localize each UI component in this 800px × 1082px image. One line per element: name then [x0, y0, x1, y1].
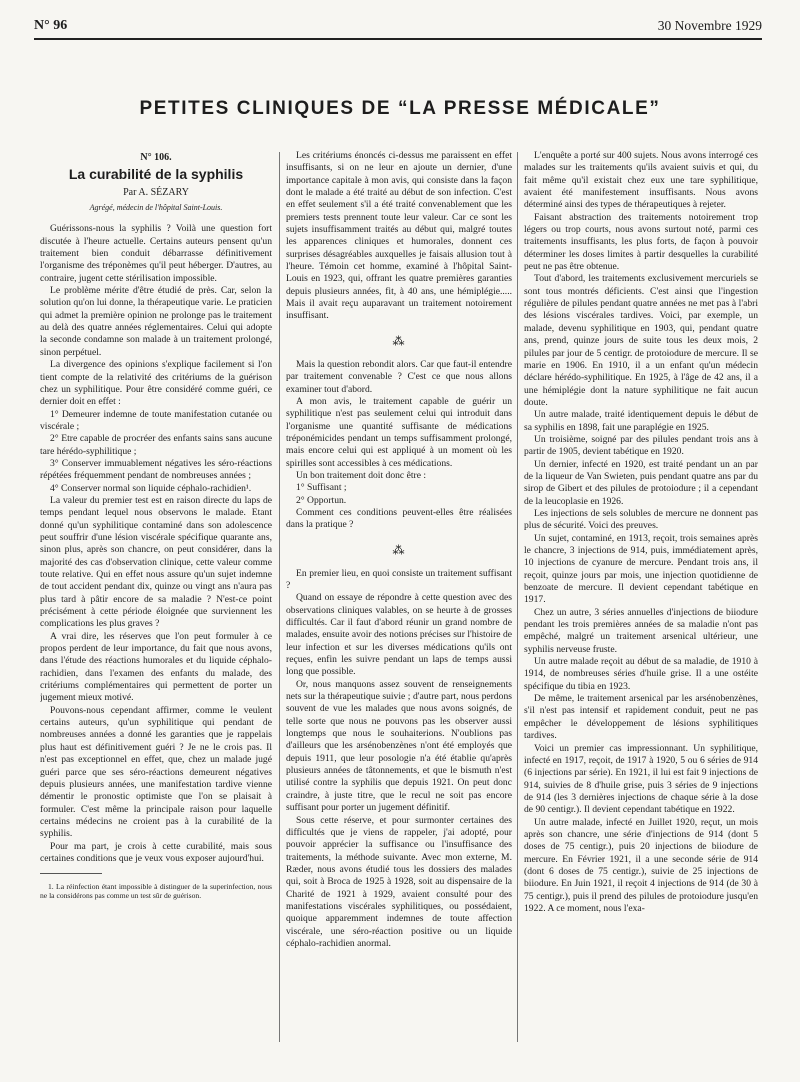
paragraph: L'enquête a porté sur 400 sujets. Nous avons interrogé ces malades sur les traitements qu'ils avaient suivis et qui, du fait même qu'il existait chez eux une tare syphilitique, avaient été manifestement insuffisants. Nous avons déterminé ainsi des types de thérapeutiques à rejeter.	[524, 150, 758, 211]
paragraph: Les injections de sels solubles de mercure ne donnent pas plus de sécurité. Voici des preuves.	[524, 507, 758, 532]
footnote: 1. La réinfection étant impossible à distinguer de la superinfection, nous ne la considérons pas comme un test sûr de guérison.	[40, 881, 272, 901]
paragraph: A vrai dire, les réserves que l'on peut formuler à ce propos perdent de leur importance, du fait que nous avons, dans l'étude des réactions humorales et du liquide céphalo-rachidien, dans l'examen des enfants du malade, des critériums complémentaires qui permettent de porter un jugement mieux motivé.	[40, 630, 272, 704]
paragraph: Guérissons-nous la syphilis ? Voilà une question fort discutée à l'heure actuelle. Certains auteurs pensent qu'un traitement bien conduit débarrasse définitivement l'organisme des tréponèmes qu'il peut héberger. D'autres, au contraire, jugent cette stérilisation impossible.	[40, 223, 272, 284]
paragraph: Un autre malade, traité identiquement depuis le début de sa syphilis en 1898, fait une paraplégie en 1925.	[524, 409, 758, 433]
list-item: 1° Suffisant ;	[296, 482, 347, 494]
column-3	[524, 150, 758, 1050]
issue-date: 30 Novembre 1929	[657, 18, 762, 33]
paragraph: A mon avis, le traitement capable de guérir un syphilitique n'est pas seulement celui qui introduit dans l'organisme une quantité suffisante de médications tréponémicides pendant un temps suffisamment prolongé, mais encore celui qui est appliqué à un moment où les spirilles sont accessibles à ces médications.	[286, 395, 512, 469]
footnote-rule	[40, 873, 102, 874]
paragraph: Pouvons-nous cependant affirmer, comme le veulent certains auteurs, qu'un syphilitique qui pendant de nombreuses années a donné les garanties que je rappelais plus haut est définitivement guéri ? Je ne le crois pas. Il n'est pas exceptionnel en effet, que, chez un malade jugé guéri parce que ses séro-réactions demeurent négatives depuis plusieurs années, une manifestation tardive vienne démentir le pronostic optimiste que l'on se plaisait à formuler. C'est même la principale raison pour laquelle certains médecins ne croient pas à la curabilité de la syphilis.	[40, 704, 272, 840]
column-2	[286, 150, 512, 1050]
list-item: 2° Etre capable de procréer des enfants sains sans aucune tare hérédo-syphilitique ;	[40, 433, 272, 457]
header-rule	[34, 38, 762, 40]
list-item: 3° Conserver immuablement négatives les séro-réactions répétées fréquemment pendant de nombreuses années ;	[40, 457, 272, 482]
paragraph: Un troisième, soigné par des pilules pendant trois ans à partir de 1905, devient tabétique en 1920.	[524, 433, 758, 458]
paragraph: Le problème mérite d'être étudié de près. Car, selon la solution qu'on lui donne, la thérapeutique varie. Le praticien qui admet la première opinion ne prolonge pas le traitement au delà des quatre années réglementaires. Celui qui adopte la seconde condamne son malade à un traitement prolongé, sinon perpétuel.	[40, 285, 272, 358]
paragraph: Un dernier, infecté en 1920, est traité pendant un an par de la liqueur de Van Swieten, puis pendant quatre ans par du sirop de Gibert et des pilules de protoiodure ; il a cependant de la leucoplasie en 1926.	[524, 458, 758, 507]
paragraph: La valeur du premier test est en raison directe du laps de temps pendant lequel nous observons le malade. Etant donné qu'un syphilitique contaminé dans son adolescence peut souffrir d'une lésion viscérale spécifique quarante ans, sinon plus, après son chancre, on peut considérer, dans la majorité des cas d'observation clinique, cette valeur comme toute relative. Qui en effet nous assure qu'un sujet indemne de tout accident pendant dix, quinze ou vingt ans n'aura pas plus tard à pâtir encore de sa maladie ? N'est-ce point précisément à cette période éloignée que surviennent les complications les plus graves ?	[40, 494, 272, 630]
paragraph: Un autre malade, infecté en Juillet 1920, reçut, un mois après son chancre, une série d'injections de 914 (dont 5 doses de 75 centigr.), puis 20 injections de biiodure de mercure. En Février 1921, il a une seconde série de 914 (dont 6 doses de 75 centigr.), suivie de 25 injections de biiodure. En Juin 1921, il reçoit 4 injections de 914 (de 30 à 75 centigr.), puis il prend des pilules de protoiodure jusqu'en 1922. A ce moment, nous l'exa-	[524, 816, 758, 914]
section-separator: ⁂	[392, 333, 406, 348]
paragraph: Quand on essaye de répondre à cette question avec des observations cliniques valables, on se heurte à de grosses difficultés. Car il faut d'abord réunir un grand nombre de malades, ensuite avoir des notions précises sur l'histoire de leur infection et sur les diverses médications qu'ils ont reçues, enfin les suivre pendant un laps de temps aussi long que possible.	[286, 592, 512, 678]
paragraph: Voici un premier cas impressionnant. Un syphilitique, infecté en 1917, reçoit, de 1917 à 1920, 5 ou 6 séries de 914 (6 injections par série). En 1921, il lui est fait 9 injections de 914, suivies de 8 d'huile grise, puis 3 séries de 9 injections de 914 (les 3 dernières injections de chaque série à la dose de 90 centigr.). Il devient cependant tabétique en 1922.	[524, 742, 758, 816]
column-divider	[279, 152, 280, 1042]
issue-number: N° 96	[34, 18, 68, 33]
paragraph: Sous cette réserve, et pour surmonter certaines des difficultés que je viens de rappeler, j'ai adopté, pour pouvoir apprécier la suffisance ou l'insuffisance des traitements, la méthode suivante. Avec mon externe, M. Ræder, nous avons étudié tous les dossiers des malades qui, soit à Broca de 1925 à 1928, soit au dispensaire de la Charité de 1921 à 1929, avaient consulté pour des manifestations viscérales syphilitiques, ou possédaient, quoique apparemment indemnes de toute affection viscérale, une séro-réaction positive ou un liquide céphalo-rachidien anormal.	[286, 814, 512, 949]
section-separator: ⁂	[392, 542, 406, 557]
paragraph: Mais la question rebondit alors. Car que faut-il entendre par traitement convenable ? C'est ce que nous allons examiner tout d'abord.	[286, 358, 512, 395]
article-number: N° 106.	[140, 152, 172, 163]
paragraph: Pour ma part, je crois à cette curabilité, mais sous certaines conditions que je veux vous exposer aujourd'hui.	[40, 840, 272, 864]
column-1	[40, 150, 272, 1050]
paragraph: Chez un autre, 3 séries annuelles d'injections de biiodure pendant les trois premières années de sa maladie n'ont pas empêché, malgré un traitement arsenical ultérieur, une syphilis nerveuse fruste.	[524, 606, 758, 655]
paragraph: En premier lieu, en quoi consiste un traitement suffisant ?	[286, 567, 512, 591]
list-item: 1° Demeurer indemne de toute manifestation cutanée ou viscérale ;	[40, 408, 272, 432]
paragraph: Faisant abstraction des traitements notoirement trop légers ou trop courts, nous avons surtout noté, parmi ces traitements insuffisants, les plus forts, de façon à pouvoir déterminer les doses limites à partir desquelles la curabilité peut ne pas être obtenue.	[524, 211, 758, 273]
paragraph: Or, nous manquons assez souvent de renseignements nets sur la thérapeutique suivie ; d'autre part, nous perdons souvent de vue les malades que nous avons soignés, de telle sorte que nous ne pouvons pas les observer aussi longtemps que nous le souhaiterions. N'oublions pas d'ailleurs que les arsénobenzènes n'ont été employés que depuis 1911, que leur posologie n'a été établie qu'après plusieurs années de tâtonnements, et que le bismuth n'est utilisé contre la syphilis que depuis 1921. On peut donc craindre, à juste titre, que le recul ne soit pas encore suffisant pour porter un jugement définitif.	[286, 678, 512, 814]
list-item: 2° Opportun.	[296, 494, 347, 506]
paragraph: De même, le traitement arsenical par les arsénobenzènes, s'il n'est pas intensif et rapidement conduit, peut ne pas empêcher le développement de lésions syphilitiques tardives.	[524, 693, 758, 742]
paragraph: Un sujet, contaminé, en 1913, reçoit, trois semaines après le chancre, 3 injections de 914, puis, immédiatement après, 10 injections de cyanure de mercure. Pendant trois ans, il reçoit, quinze jours par mois, une injection quotidienne de benzoate de mercure. Il devient cependant tabétique en 1917.	[524, 532, 758, 606]
page-header	[34, 18, 762, 40]
list-item: 4° Conserver normal son liquide céphalo-rachidien¹.	[50, 482, 252, 494]
article-title: La curabilité de la syphilis	[68, 166, 244, 183]
paragraph: Un bon traitement doit donc être :	[296, 469, 427, 481]
paragraph: Comment ces conditions peuvent-elles être réalisées dans la pratique ?	[286, 506, 512, 531]
paragraph: Tout d'abord, les traitements exclusivement mercuriels se sont tous montrés déficients. C'est ainsi que l'ingestion régulière de pilules pendant quatre années ne met pas à l'abri des lésions viscérales tardives. Voici, par exemple, un malade, devenu syphilitique en 1903, qui, pendant quatre ans, prend, quinze jours de suite tous les deux mois, 2 pilules par jour de 5 centigr. de protoiodure de mercure. Il se marie en 1906. En 1910, il a un enfant qu'un médecin déclare hérédo-syphilitique. En 1925, à l'âge de 42 ans, il a une hémiplégie dont la nature syphilitique ne fait aucun doute.	[524, 273, 758, 408]
author-affiliation: Agrégé, médecin de l'hôpital Saint-Louis.	[89, 203, 223, 213]
paragraph: Un autre malade reçoit au début de sa maladie, de 1910 à 1914, de nombreuses séries d'huile grise. Il a une ostéite spécifique du tibia en 1923.	[524, 656, 758, 692]
paragraph: Les critériums énoncés ci-dessus me paraissent en effet insuffisants, si on ne leur en ajoute un dernier, d'une importance capitale à mon avis, qui consiste dans la façon dont le malade a été traité au début de son infection. C'est en effet seulement s'il a été traité convenablement que les premiers tests prennent toute leur valeur. Car ce sont les sujets insuffisamment traités au début qui, malgré toutes les apparences cliniques et humorales, donnent ces surprises désagréables auxquelles je faisais allusion tout à l'heure. Témoin cet homme, examiné à l'hôpital Saint-Louis en 1923, qui, offrant les quatre premières garanties depuis plusieurs années, fit, à 40 ans, une hémiplégie..... Mais il avait reçu auparavant un traitement notoirement insuffisant.	[286, 150, 512, 322]
article-byline: Par A. SÉZARY	[123, 186, 189, 198]
series-title: PETITES CLINIQUES DE “LA PRESSE MÉDICALE”	[139, 98, 661, 119]
paragraph: La divergence des opinions s'explique facilement si l'on tient compte de la relativité des critériums de la guérison chez un syphilitique. Pour être considéré comme guéri, ce dernier doit en effet :	[40, 359, 272, 408]
column-divider	[517, 152, 518, 1042]
